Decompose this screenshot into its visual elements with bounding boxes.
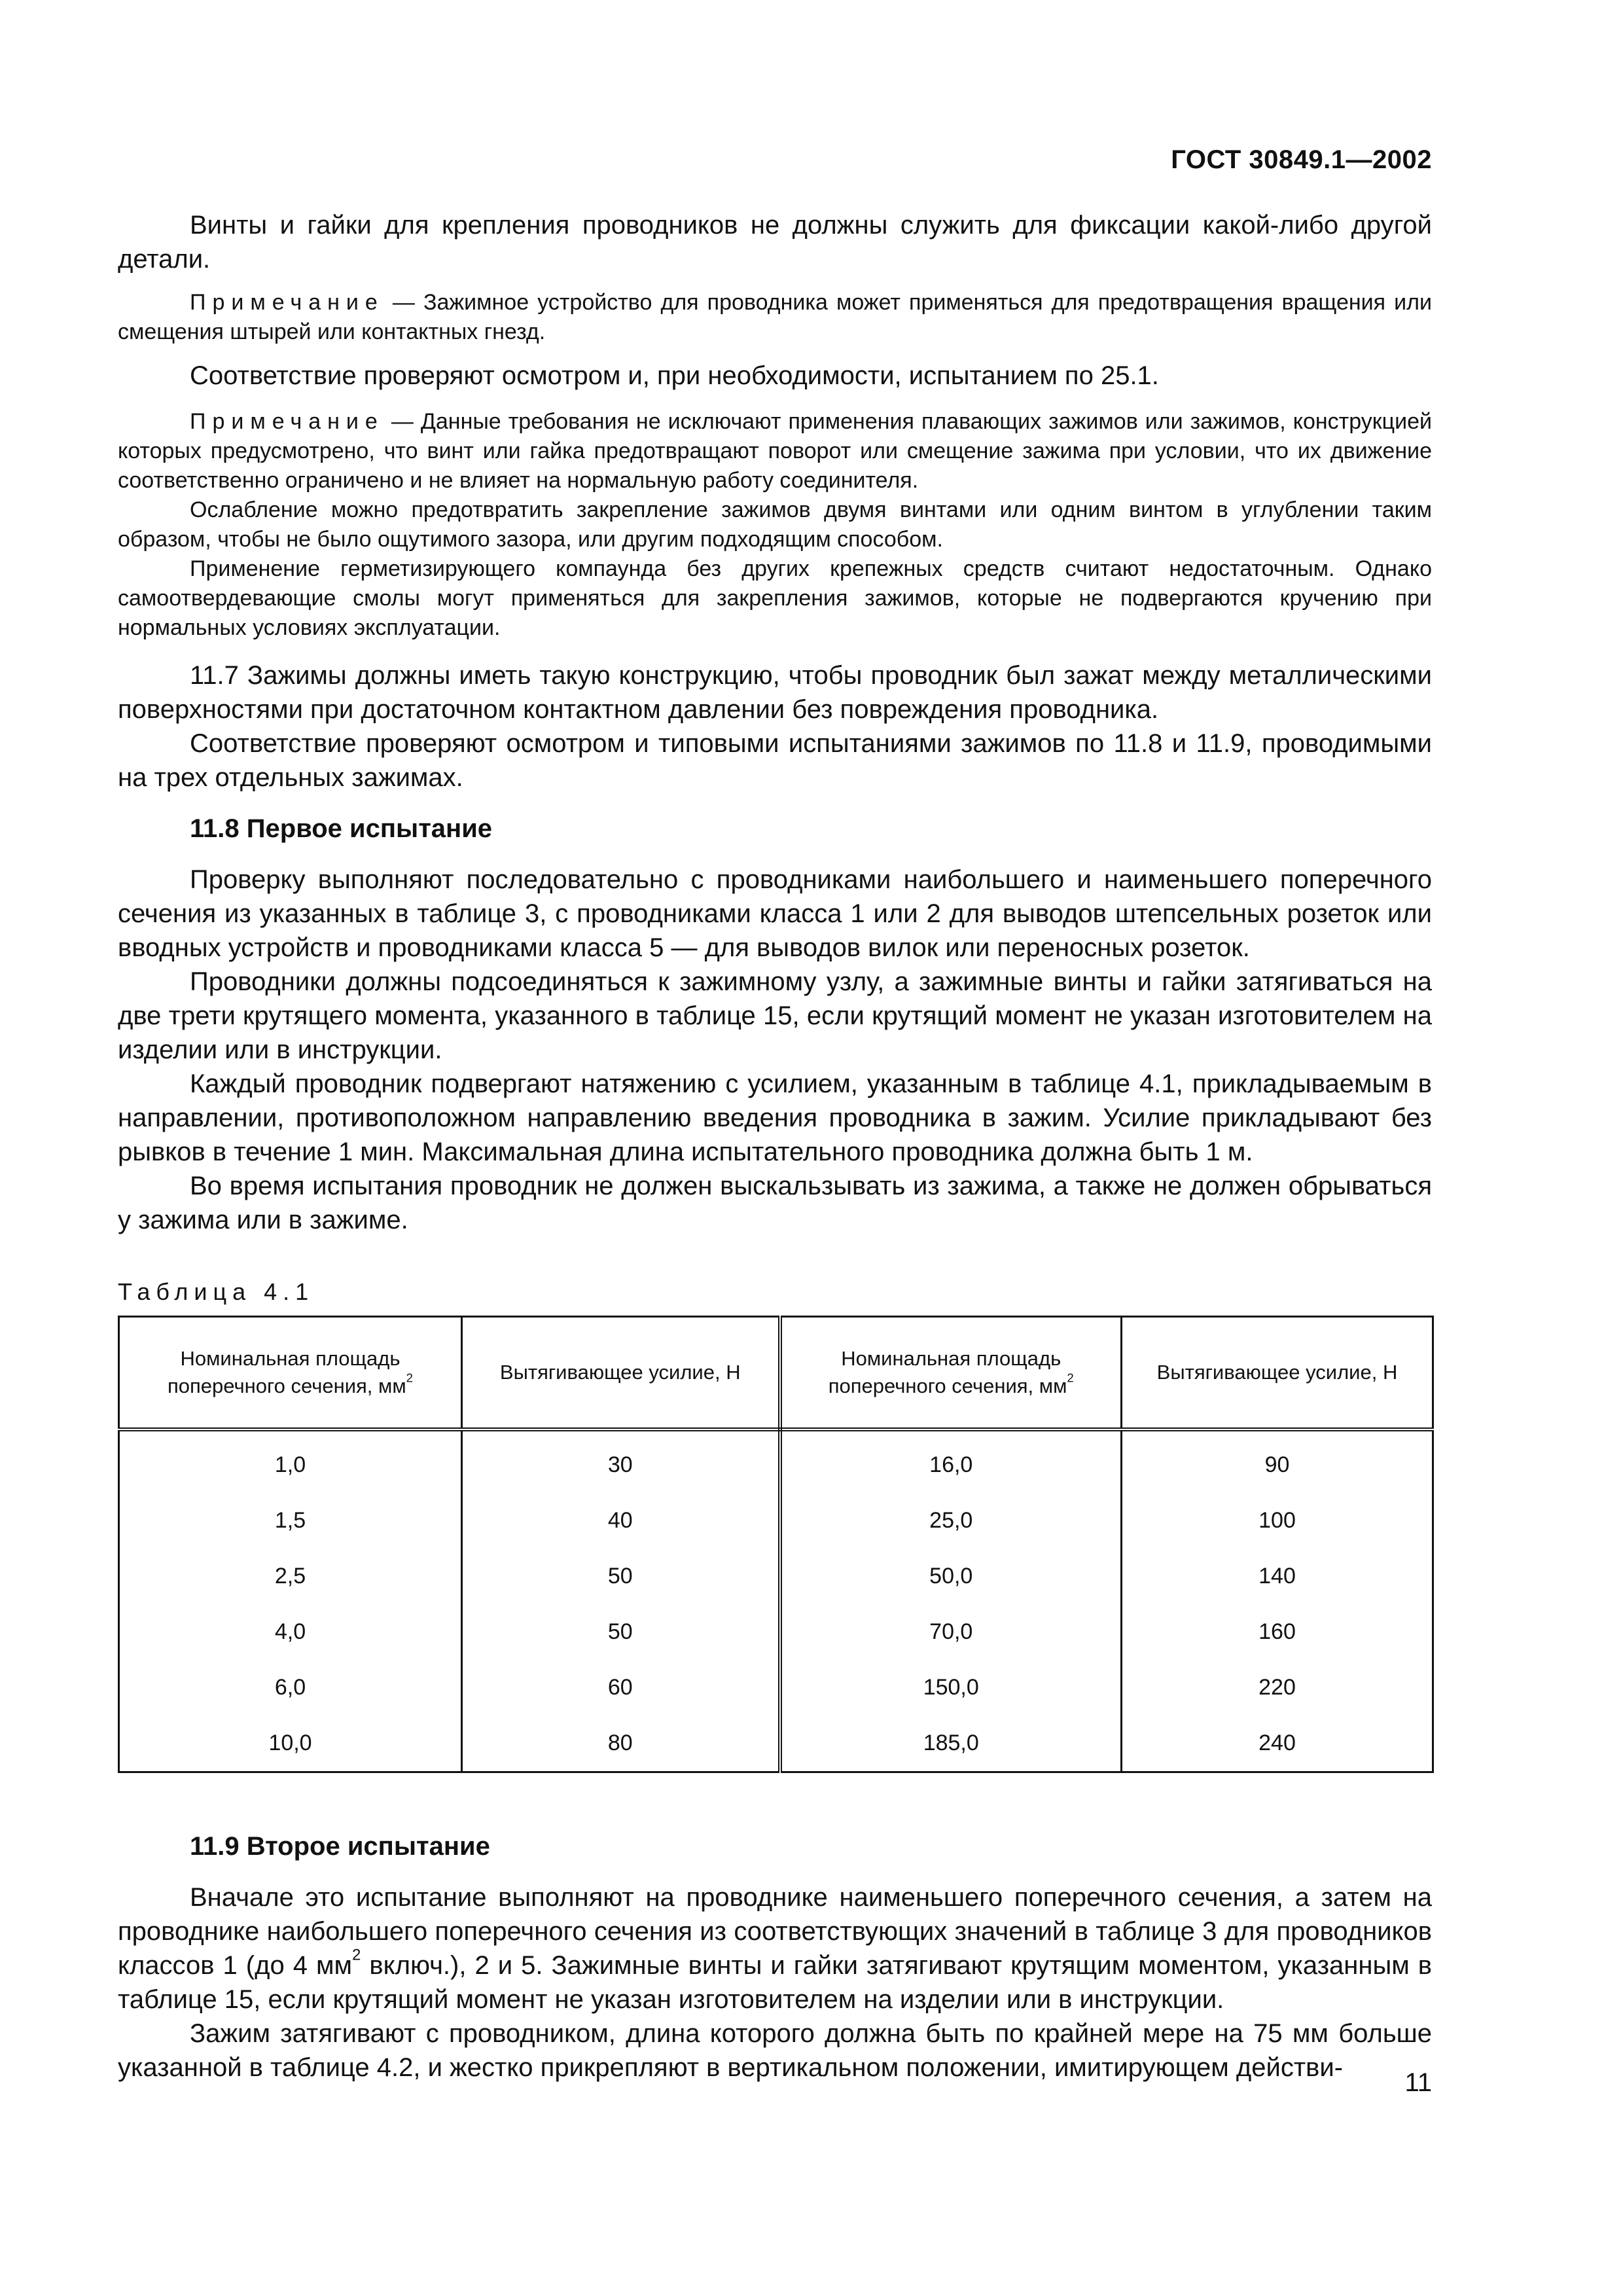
table-row — [119, 1715, 1433, 1772]
table-row — [119, 1604, 1433, 1660]
table-row — [119, 1429, 1433, 1493]
table-cell: 140 — [1258, 1564, 1296, 1588]
table-cell: 25,0 — [780, 1493, 1122, 1549]
table-cell: 100 — [1258, 1508, 1296, 1533]
table-cell: 80 — [462, 1715, 780, 1772]
table-cell: 185,0 — [780, 1715, 1122, 1772]
paragraph: Каждый проводник подвергают натяжению с усилием, указанным в таблице 4.1, прикладываемым в направлении, противоположном направлению введения проводника в зажим. Усилие прикладывают без рывков в течение 1 мин. Максимальная длина испытательного проводника должна быть 1 м. — [118, 1069, 1432, 1166]
paragraph: Вначале это испытание выполняют на проводнике наименьшего поперечного сечения, а затем на проводнике наибольшего поперечного сечения из соответствующих значений в таблице 3 для проводников классов 1 (до 4 $мм^2$ включ.), 2 и 5. Зажимные винты и гайки затягивают крутящим моментом, указанным в таблице 15, если крутящий момент не указан изготовителем на изделии или в инструкции. — [118, 1883, 1432, 2014]
table-cell: 1,5 — [119, 1493, 462, 1549]
table-caption: Таблица 4.1 — [118, 1278, 315, 1305]
table-cell: 40 — [462, 1493, 780, 1549]
note-text: — Данные требования не исключают применения плавающих зажимов или зажимов, конструкцией которых предусмотрено, что винт или гайка предотвращают поворот или смещение зажима при условии, что их движение соответственно ограничено и не влияет на нормальную работу соединителя. — [118, 409, 1432, 493]
table-cell: 50,0 — [780, 1549, 1122, 1604]
paragraph: Проводники должны подсоединяться к зажимному узлу, а зажимные винты и гайки затягиваться на две трети крутящего момента, указанного в таблице 15, если крутящий момент не указан изготовителем на изделии или в инструкции. — [118, 967, 1432, 1064]
table-cell: 240 — [1258, 1731, 1296, 1755]
note-label: Примечание — [190, 290, 384, 315]
note-label: Примечание — [190, 409, 384, 434]
table-cell: 160 — [1258, 1619, 1296, 1644]
note-text: — Зажимное устройство для проводника может применяться для предотвращения вращения или смещения штырей или контактных гнезд. — [118, 290, 1432, 344]
paragraph: Во время испытания проводник не должен выскальзывать из зажима, а также не должен обрываться у зажима или в зажиме. — [118, 1172, 1432, 1234]
paragraph: Проверку выполняют последовательно с проводниками наибольшего и наименьшего поперечного сечения из указанных в таблице 3, с проводниками класса 1 или 2 для выводов штепсельных розеток или вводных устройств и проводниками класса 5 — для выводов вилок или переносных розеток. — [118, 865, 1432, 962]
table-row — [119, 1549, 1433, 1604]
paragraph: Соответствие проверяют осмотром и типовыми испытаниями зажимов по 11.8 и 11.9, проводимыми на трех отдельных зажимах. — [118, 729, 1432, 792]
note-continuation: Ослабление можно предотвратить закрепление зажимов двумя винтами или одним винтом в углублении таким образом, чтобы не было ощутимого зазора, или другим подходящим способом. — [118, 497, 1432, 552]
table-cell: 16,0 — [780, 1429, 1122, 1493]
table-row — [119, 1660, 1433, 1715]
page-content — [118, 208, 1432, 2085]
table-cell: 50 — [462, 1549, 780, 1604]
table-cell: 60 — [462, 1660, 780, 1715]
table-cell: 90 — [1264, 1452, 1290, 1477]
column-header-force: Вытягивающее усилие, Н — [462, 1317, 780, 1430]
column-header-area: Номинальная площадь поперечного сечения, $мм^2$ — [119, 1317, 462, 1430]
section-heading-11-9: 11.9 Второе испытание — [190, 1832, 490, 1861]
table-cell: 4,0 — [119, 1604, 462, 1660]
paragraph: Зажим затягивают с проводником, длина которого должна быть по крайней мере на 75 мм больше указанной в таблице 4.2, и жестко прикрепляют в вертикальном положении, имитирующем действи- — [118, 2019, 1432, 2082]
section-heading-11-8: 11.8 Первое испытание — [190, 814, 493, 843]
table-4-1 — [118, 1316, 1434, 1773]
paragraph: 11.7 Зажимы должны иметь такую конструкцию, чтобы проводник был зажат между металлическими поверхностями при достаточном контактном давлении без повреждения проводника. — [118, 661, 1432, 724]
table-cell: 150,0 — [780, 1660, 1122, 1715]
paragraph: Винты и гайки для крепления проводников не должны служить для фиксации какой-либо другой детали. — [118, 211, 1432, 274]
table-cell: 6,0 — [119, 1660, 462, 1715]
document-id: ГОСТ 30849.1—2002 — [1171, 145, 1432, 174]
note-continuation: Применение герметизирующего компаунда без других крепежных средств считают недостаточным. Однако самоотвердевающие смолы могут применяться для закрепления зажимов, которые не подвергаются кручению при нормальных условиях эксплуатации. — [118, 556, 1432, 640]
table-cell: 30 — [462, 1429, 780, 1493]
table-cell: 2,5 — [119, 1549, 462, 1604]
note — [118, 407, 1432, 495]
column-header-force: Вытягивающее усилие, Н — [1122, 1317, 1433, 1430]
table-cell: 50 — [462, 1604, 780, 1660]
note — [118, 288, 1432, 347]
table-cell: 70,0 — [780, 1604, 1122, 1660]
table-row — [119, 1493, 1433, 1549]
table-cell: 10,0 — [119, 1715, 462, 1772]
table-cell: 220 — [1258, 1675, 1296, 1700]
table-cell: 1,0 — [119, 1429, 462, 1493]
table-header-row — [119, 1317, 1433, 1430]
page-number: 11 — [1404, 2068, 1432, 2097]
paragraph: Соответствие проверяют осмотром и, при необходимости, испытанием по 25.1. — [190, 361, 1159, 390]
column-header-area: Номинальная площадь поперечного сечения, $мм^2$ — [780, 1317, 1122, 1430]
